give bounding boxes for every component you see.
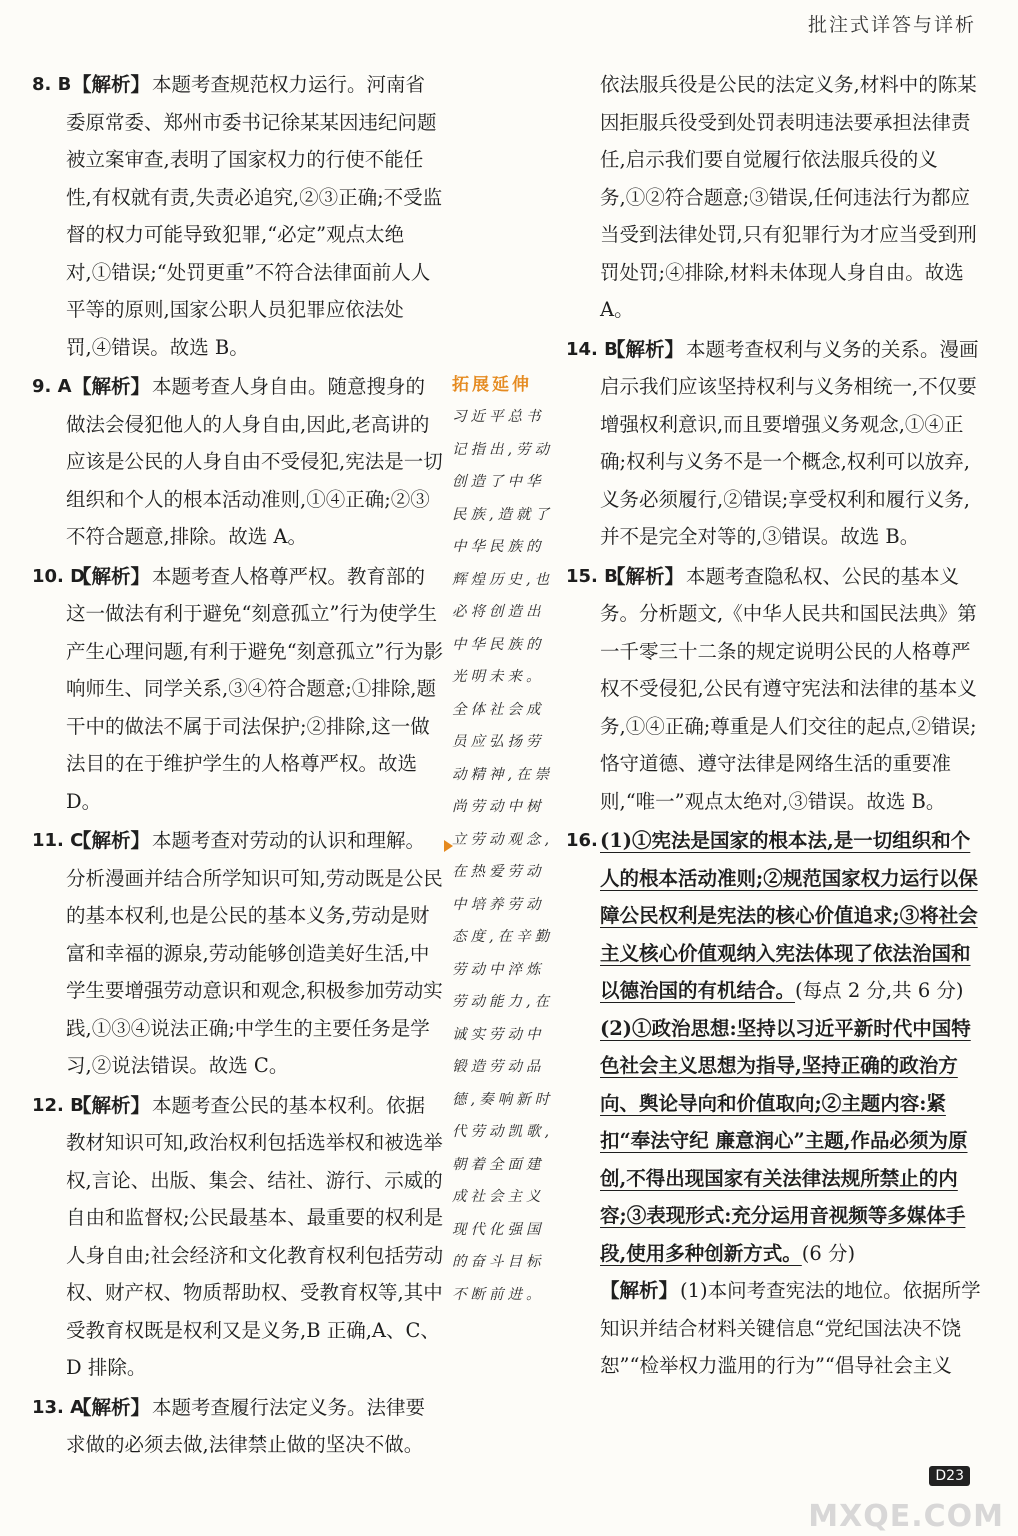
right-column: [566, 66, 986, 1387]
answer-text: 本题考查对劳动的认识和理解。分析漫画并结合所学知识可知,劳动既是公民的基本权利,也是公民的基本义务,劳动是财富和幸福的源泉,劳动能够创造美好生活,中学生要增强劳动意识和观念,积极参加劳动实践,①③④说法正确;中学生的主要任务是学习,②说法错误。故选 C。: [66, 829, 443, 1077]
answer-16-analysis: (1)本问考查宪法的地位。依据所学知识并结合材料关键信息“党纪国法决不饶恕”“检举权力滥用的行为”“倡导社会主义: [600, 1279, 981, 1377]
page-header-title: 批注式详答与详析: [807, 14, 976, 36]
answer-text: 本题考查人身自由。随意搜身的做法会侵犯他人的人身自由,因此,老高讲的应该是公民的人身自由不受侵犯,宪法是一切组织和个人的根本活动准则,①④正确;②③不符合题意,排除。故选 A。: [66, 375, 443, 548]
analysis-tag: 【解析】: [72, 829, 151, 852]
answer-16-part2-score: (6 分): [801, 1241, 856, 1265]
answer-number: 9. A: [32, 376, 72, 397]
analysis-tag: 【解析】: [600, 1279, 679, 1302]
answer-16-part2: (2)①政治思想:坚持以习近平新时代中国特色社会主义思想为指导,坚持正确的政治方向、舆论导向和价值取向;②主题内容:紧扣“奉法守纪 廉意润心”主题,作品必须为原创,不得出现国家有关法律法规所禁止的内容;③表现形式:充分运用音视频等多媒体手段,使用多种创新方式。: [600, 1016, 971, 1265]
left-column: [32, 66, 444, 1466]
answer-14: [566, 331, 986, 556]
answer-text: 本题考查权利与义务的关系。漫画启示我们应该坚持权利与义务相统一,不仅要增强权利意识,而且要增强义务观念,①④正确;权利与义务不是一个概念,权利可以放弃,义务必须履行,②错误;享受权利和履行义务,并不是完全对等的,③错误。故选 B。: [600, 337, 979, 548]
answer-13: [32, 1389, 444, 1464]
analysis-tag: 【解析】: [606, 337, 685, 361]
answer-text: 本题考查人格尊严权。教育部的这一做法有利于避免“刻意孤立”行为使学生产生心理问题,有利于避免“刻意孤立”行为影响师生、同学关系,③④符合题意;①排除,题干中的做法不属于司法保护;②排除,这一做法目的在于维护学生的人格尊严权。故选 D。: [66, 564, 444, 813]
answer-16: [566, 822, 986, 1385]
answer-9: [32, 368, 444, 556]
answer-13-continued: [566, 66, 986, 329]
answer-16-part1: (1)①宪法是国家的根本法,是一切组织和个人的根本活动准则;②规范国家权力运行以保障公民权利是宪法的核心价值追求;③将社会主义核心价值观纳入宪法体现了依法治国和以德治国的有机结合。: [600, 829, 978, 1002]
answer-16-part1-score: (每点 2 分,共 6 分): [795, 979, 964, 1002]
answer-10: [32, 558, 444, 821]
answer-text: 本题考查规范权力运行。河南省委原常委、郑州市委书记徐某某因违纪问题被立案审查,表明了国家权力的行使不能任性,有权就有责,失责必追究,②③正确;不受监督的权力可能导致犯罪,“必定”观点太绝对,①错误;“处罚更重”不符合法律面前人人平等的原则,国家公职人员犯罪应依法处罚,④错误。故选 B。: [66, 73, 443, 359]
watermark-logo: MXQE.COM: [808, 1499, 1004, 1534]
answer-12: [32, 1087, 444, 1387]
analysis-tag: 【解析】: [606, 564, 685, 588]
answer-11: [32, 822, 444, 1085]
answer-number: 10. D: [32, 565, 86, 587]
analysis-tag: 【解析】: [72, 1093, 151, 1117]
analysis-tag: 【解析】: [72, 375, 151, 398]
side-note-title: 拓展延伸: [452, 375, 532, 395]
answer-number: 16.: [566, 830, 598, 851]
pointer-arrow-icon: [444, 840, 453, 852]
answer-text: 本题考查公民的基本权利。依据教材知识可知,政治权利包括选举权和被选举权,言论、出版、集会、结社、游行、示威的自由和监督权;公民最基本、最重要的权利是人身自由;社会经济和文化教育权利包括劳动权、财产权、物质帮助权、受教育权等,其中受教育权既是权利又是义务,B 正确,A、C、D 排除。: [66, 1093, 444, 1379]
answer-text: 依法服兵役是公民的法定义务,材料中的陈某因拒服兵役受到处罚表明违法要承担法律责任,启示我们要自觉履行依法服兵役的义务,①②符合题意;③错误,任何违法行为都应当受到法律处罚,只有犯罪行为才应当受到刑罚处罚;④排除,材料未体现人身自由。故选 A。: [600, 73, 977, 321]
analysis-tag: 【解析】: [72, 564, 151, 588]
answer-text: 本题考查隐私权、公民的基本义务。分析题文,《中华人民共和国民法典》第一千零三十二条的规定说明公民的人格尊严权不受侵犯,公民有遵守宪法和法律的基本义务,①④正确;尊重是人们交往的起点,②错误;恪守道德、遵守法律是网络生活的重要准则,“唯一”观点太绝对,③错误。故选 B。: [600, 564, 977, 813]
answer-number: 14. B: [566, 338, 618, 360]
answer-number: 13. A: [32, 1396, 85, 1418]
answer-8: [32, 66, 444, 366]
analysis-tag: 【解析】: [72, 73, 151, 96]
answer-number: 11. C: [32, 830, 84, 851]
answer-text: 本题考查履行法定义务。法律要求做的必须去做,法律禁止做的坚决不做。: [66, 1395, 426, 1456]
answer-number: 15. B: [566, 565, 618, 587]
side-note-text: 习近平总书记指出,劳动创造了中华民族,造就了中华民族的辉煌历史,也必将创造出中华民族的光明未来。全体社会成员应弘扬劳动精神,在崇尚劳动中树立劳动观念,在热爱劳动中培养劳动态度,在辛勤劳动中淬炼劳动能力,在诚实劳动中锻造劳动品德,奏响新时代劳动凯歌,朝着全面建成社会主义现代化强国的奋斗目标不断前进。: [452, 409, 554, 1303]
analysis-tag: 【解析】: [72, 1395, 151, 1419]
answer-number: 12. B: [32, 1094, 84, 1116]
side-note: [452, 370, 554, 1311]
page-number: D23: [929, 1466, 970, 1486]
answer-number: 8. B: [32, 74, 72, 95]
answer-15: [566, 558, 986, 821]
